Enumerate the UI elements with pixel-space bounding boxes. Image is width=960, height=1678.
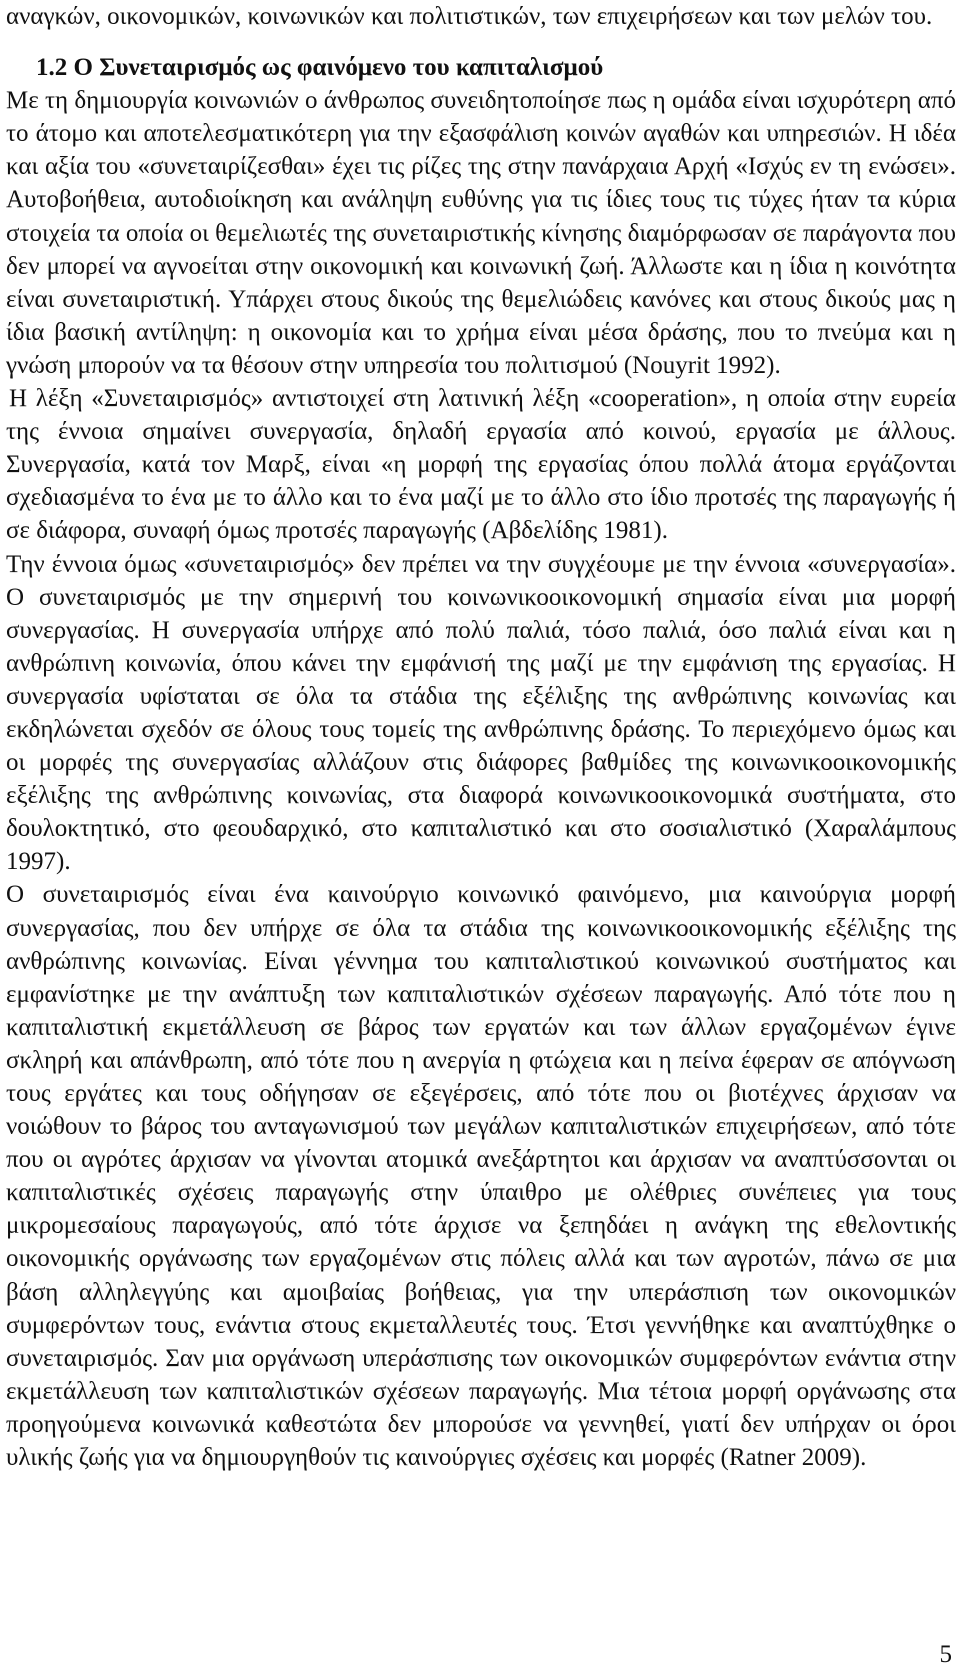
continuation-paragraph: αναγκών, οικονομικών, κοινωνικών και πολιτιστικών, των επιχειρήσεων και των μελών του. (6, 3, 933, 30)
paragraph-1: Με τη δημιουργία κοινωνιών ο άνθρωπος συνειδητοποίησε πως η ομάδα είναι ισχυρότερη από το άτομο και αποτελεσματικότερη για την εξασφάλιση κοινών αγαθών και υπηρεσιών. Η ιδέα και αξία του «συνεταιρίζεσθαι» έχει τις ρίζες της στην πανάρχαια Αρχή «Ισχύς εν τη ενώσει». Αυτοβοήθεια, αυτοδιοίκηση και ανάληψη ευθύνης για τις ίδιες τους τις τύχες ήταν τα κύρια στοιχεία τα οποία οι θεμελιωτές της συνεταιριστικής κίνησης διαμόρφωσαν σε παράγοντα που δεν μπορεί να αγνοείται στην οικονομική και κοινωνική ζωή. Άλλωστε και η ίδια η κοινότητα είναι συνεταιριστική. Υπάρχει στους δικούς της θεμελιώδεις κανόνες και στους δικούς μας η ίδια βασική αντίληψη: η οικονομία και το χρήμα είναι μέσα δράσης, που το πνεύμα και η γνώση μπορούν να τα θέσουν στην υπηρεσία του πολιτισμού (Nouyrit 1992). (6, 87, 956, 379)
page-number: 5 (939, 1641, 952, 1668)
document-body (6, 0, 956, 1474)
paragraph-2: Η λέξη «Συνεταιρισμός» αντιστοιχεί στη λατινική λέξη «cooperation», η οποία στην ευρεία της έννοια σημαίνει συνεργασία, δηλαδή εργασία από κοινού, εργασία με άλλους. Συνεργασία, κατά τον Μαρξ, είναι «η μορφή της εργασίας όπου πολλά άτομα εργάζονται σχεδιασμένα το ένα με το άλλο και το ένα μαζί με το άλλο στο ίδιο προτσές της παραγωγής ή σε διάφορα, συναφή όμως προτσές παραγωγής (Αβδελίδης 1981). (6, 385, 956, 545)
section-heading: 1.2 Ο Συνεταιρισμός ως φαινόμενο του καπιταλισμού (36, 54, 604, 82)
paragraph-4: Ο συνεταιρισμός είναι ένα καινούργιο κοινωνικό φαινόμενο, μια καινούργια μορφή συνεργασίας, που δεν υπήρχε σε όλα τα στάδια της κοινωνικοοικονομικής εξέλιξης της ανθρώπινης κοινωνίας. Είναι γέννημα του καπιταλιστικού κοινωνικού συστήματος και εμφανίστηκε με την ανάπτυξη των καπιταλιστικών σχέσεων παραγωγής. Από τότε που η καπιταλιστική εκμετάλλευση σε βάρος των εργατών και των άλλων εργαζομένων έγινε σκληρή και απάνθρωπη, από τότε που η ανεργία η φτώχεια και η πείνα έφεραν σε απόγνωση τους εργάτες και τους οδήγησαν σε εξεγέρσεις, από τότε που οι βιοτέχνες άρχισαν να νοιώθουν το βάρος του ανταγωνισμού των μεγάλων καπιταλιστικών επιχειρήσεων, από τότε που οι αγρότες άρχισαν να γίνονται ατομικά ανεξάρτητοι και άρχισαν να αναπτύσσονται οι καπιταλιστικές σχέσεις παραγωγής στην ύπαιθρο με ολέθριες συνέπειες για τους μικρομεσαίους παραγωγούς, από τότε άρχισε να ξεπηδάει η ανάγκη της εθελοντικής οικονομικής οργάνωσης των εργαζομένων στις πόλεις αλλά και των αγροτών, πάνω σε μια βάση αλληλεγγύης και αμοιβαίας βοήθειας, για την υπεράσπιση των οικονομικών συμφερόντων τους, ενάντια στους εκμεταλλευτές τους. Έτσι γεννήθηκε και αναπτύχθηκε ο συνεταιρισμός. Σαν μια οργάνωση υπεράσπισης των οικονομικών συμφερόντων ενάντια στην εκμετάλλευση των καπιταλιστικών σχέσεων παραγωγής. Μια τέτοια μορφή οργάνωσης στα προηγούμενα κοινωνικά καθεστώτα δεν μπορούσε να γεννηθεί, γιατί δεν υπήρχαν οι όροι υλικής ζωής για να δημιουργηθούν τις καινούργιες σχέσεις και μορφές (Ratner 2009). (6, 881, 956, 1472)
paragraph-3: Την έννοια όμως «συνεταιρισμός» δεν πρέπει να την συγχέουμε με την έννοια «συνεργασία». Ο συνεταιρισμός με την σημερινή του κοινωνικοοικονομική σημασία είναι μια μορφή συνεργασίας. Η συνεργασία υπήρχε από πολύ παλιά, τόσο παλιά, όσο παλιά είναι και η ανθρώπινη κοινωνία, όπου κάνει την εμφάνισή της μαζί με την εμφάνιση της εργασίας. Η συνεργασία υφίσταται σε όλα τα στάδια της εξέλιξης της ανθρώπινης κοινωνίας και εκδηλώνεται σχεδόν σε όλους τους τομείς της ανθρώπινης δράσης. Το περιεχόμενο όμως και οι μορφές της συνεργασίας αλλάζουν στις διάφορες βαθμίδες της κοινωνικοοικονομικής εξέλιξης της ανθρώπινης κοινωνίας, στα διαφορά κοινωνικοοικονομικά συστήματα, στο δουλοκτητικό, στο φεουδαρχικό, στο καπιταλιστικό και στο σοσιαλιστικό (Χαραλάμπους 1997). (6, 550, 956, 876)
